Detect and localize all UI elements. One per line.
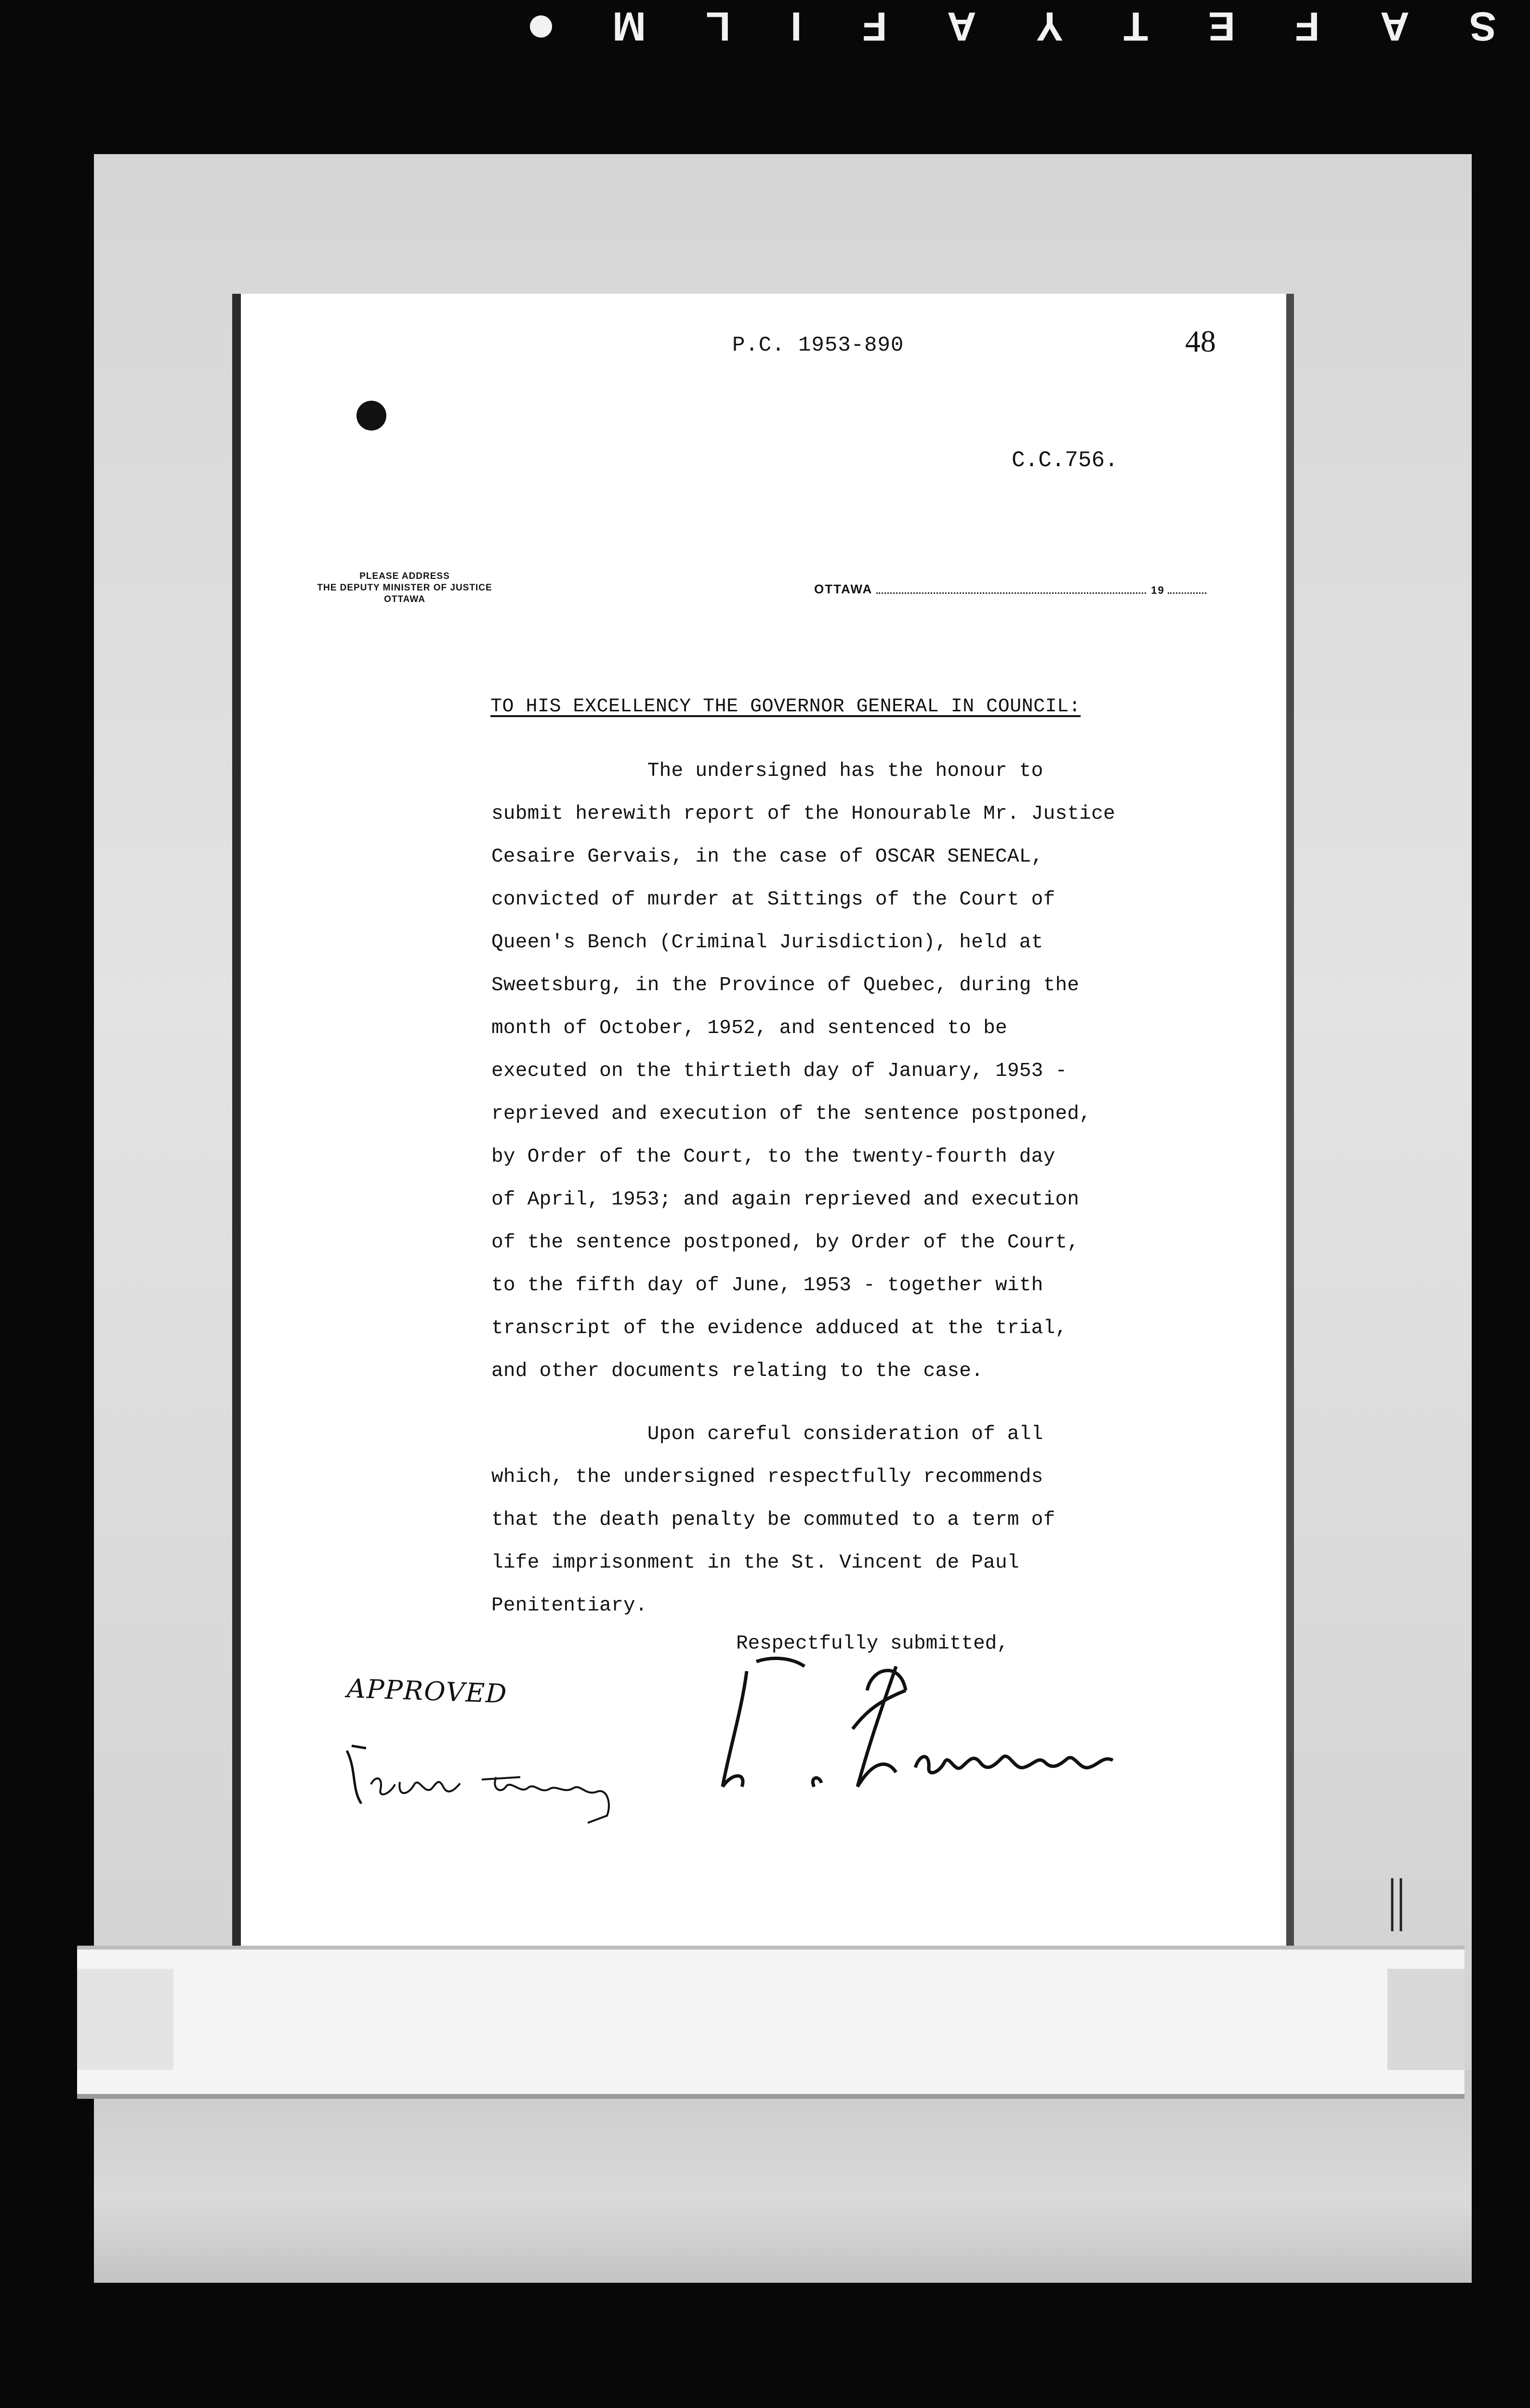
body-line: life imprisonment in the St. Vincent de Paul (491, 1552, 1019, 1574)
body-line: month of October, 1952, and sentenced to be (491, 1017, 1007, 1039)
film-glyph: T (1123, 4, 1148, 49)
film-glyph: A (1380, 4, 1410, 49)
body-line: of the sentence postponed, by Order of the Court, (491, 1231, 1080, 1254)
letterhead (241, 571, 568, 605)
edge-tick-marks (1387, 1878, 1416, 1936)
film-glyph: A (947, 4, 976, 49)
body-line: Cesaire Gervais, in the case of OSCAR SENECAL, (491, 846, 1043, 868)
minister-signature (713, 1652, 1147, 1806)
page-number: 48 (1185, 324, 1216, 358)
film-glyph: F (862, 4, 887, 49)
capital-case-number: C.C.756. (1012, 448, 1118, 473)
document-page (241, 294, 1286, 1960)
body-line: submit herewith report of the Honourable Mr. Justice (491, 803, 1116, 825)
body-line: transcript of the evidence adduced at the trial, (491, 1317, 1068, 1339)
letterhead-line: OTTAWA (384, 594, 425, 604)
clamp-block-left (77, 1969, 173, 2070)
body-line: of April, 1953; and again reprieved and execution (491, 1189, 1080, 1211)
place-label: OTTAWA (814, 582, 873, 596)
body-line: Penitentiary. (491, 1595, 647, 1617)
film-glyph: M (612, 4, 646, 49)
body-line: and other documents relating to the case. (491, 1360, 984, 1382)
film-glyph: L (706, 4, 731, 49)
clamp-block-right (1387, 1969, 1464, 2070)
body-line: that the death penalty be commuted to a term of (491, 1509, 1055, 1531)
body-line: by Order of the Court, to the twenty-fourth day (491, 1146, 1055, 1168)
body-line: reprieved and execution of the sentence postponed, (491, 1103, 1092, 1125)
film-edge-code (0, 0, 1530, 53)
salutation: TO HIS EXCELLENCY THE GOVERNOR GENERAL IN COUNCIL: (490, 696, 1081, 718)
film-strip-dot (530, 15, 552, 38)
film-glyph: S (1469, 4, 1496, 49)
film-glyph: I (791, 4, 802, 49)
film-glyph: Y (1036, 4, 1063, 49)
letterhead-line: THE DEPUTY MINISTER OF JUSTICE (317, 583, 492, 593)
film-frame-lower (94, 2071, 1472, 2283)
date-blank (876, 592, 1146, 594)
body-line: to the fifth day of June, 1953 - together with (491, 1274, 1043, 1296)
punch-hole (356, 401, 386, 431)
film-glyph: E (1208, 4, 1235, 49)
year-blank (1168, 592, 1206, 594)
body-line: Sweetsburg, in the Province of Quebec, during the (491, 974, 1080, 996)
body-line: which, the undersigned respectfully recommends (491, 1466, 1043, 1488)
film-glyph: F (1295, 4, 1320, 49)
film-clamp-bar (77, 1946, 1464, 2099)
place-date-line (814, 582, 1206, 597)
closing-line: Respectfully submitted, (736, 1633, 1009, 1655)
approved-stamp: APPROVED (346, 1673, 508, 1709)
body-line: Queen's Bench (Criminal Jurisdiction), held at (491, 931, 1043, 954)
body-line: executed on the thirtieth day of January, 1953 - (491, 1060, 1068, 1082)
body-line: Upon careful consideration of all (491, 1423, 1043, 1445)
body-line: The undersigned has the honour to (491, 760, 1043, 782)
letterhead-line: PLEASE ADDRESS (359, 571, 450, 581)
body-line: convicted of murder at Sittings of the Court of (491, 889, 1055, 911)
year-prefix: 19 (1151, 584, 1165, 596)
governor-signature (337, 1731, 636, 1828)
order-in-council-number: P.C. 1953-890 (732, 333, 904, 357)
